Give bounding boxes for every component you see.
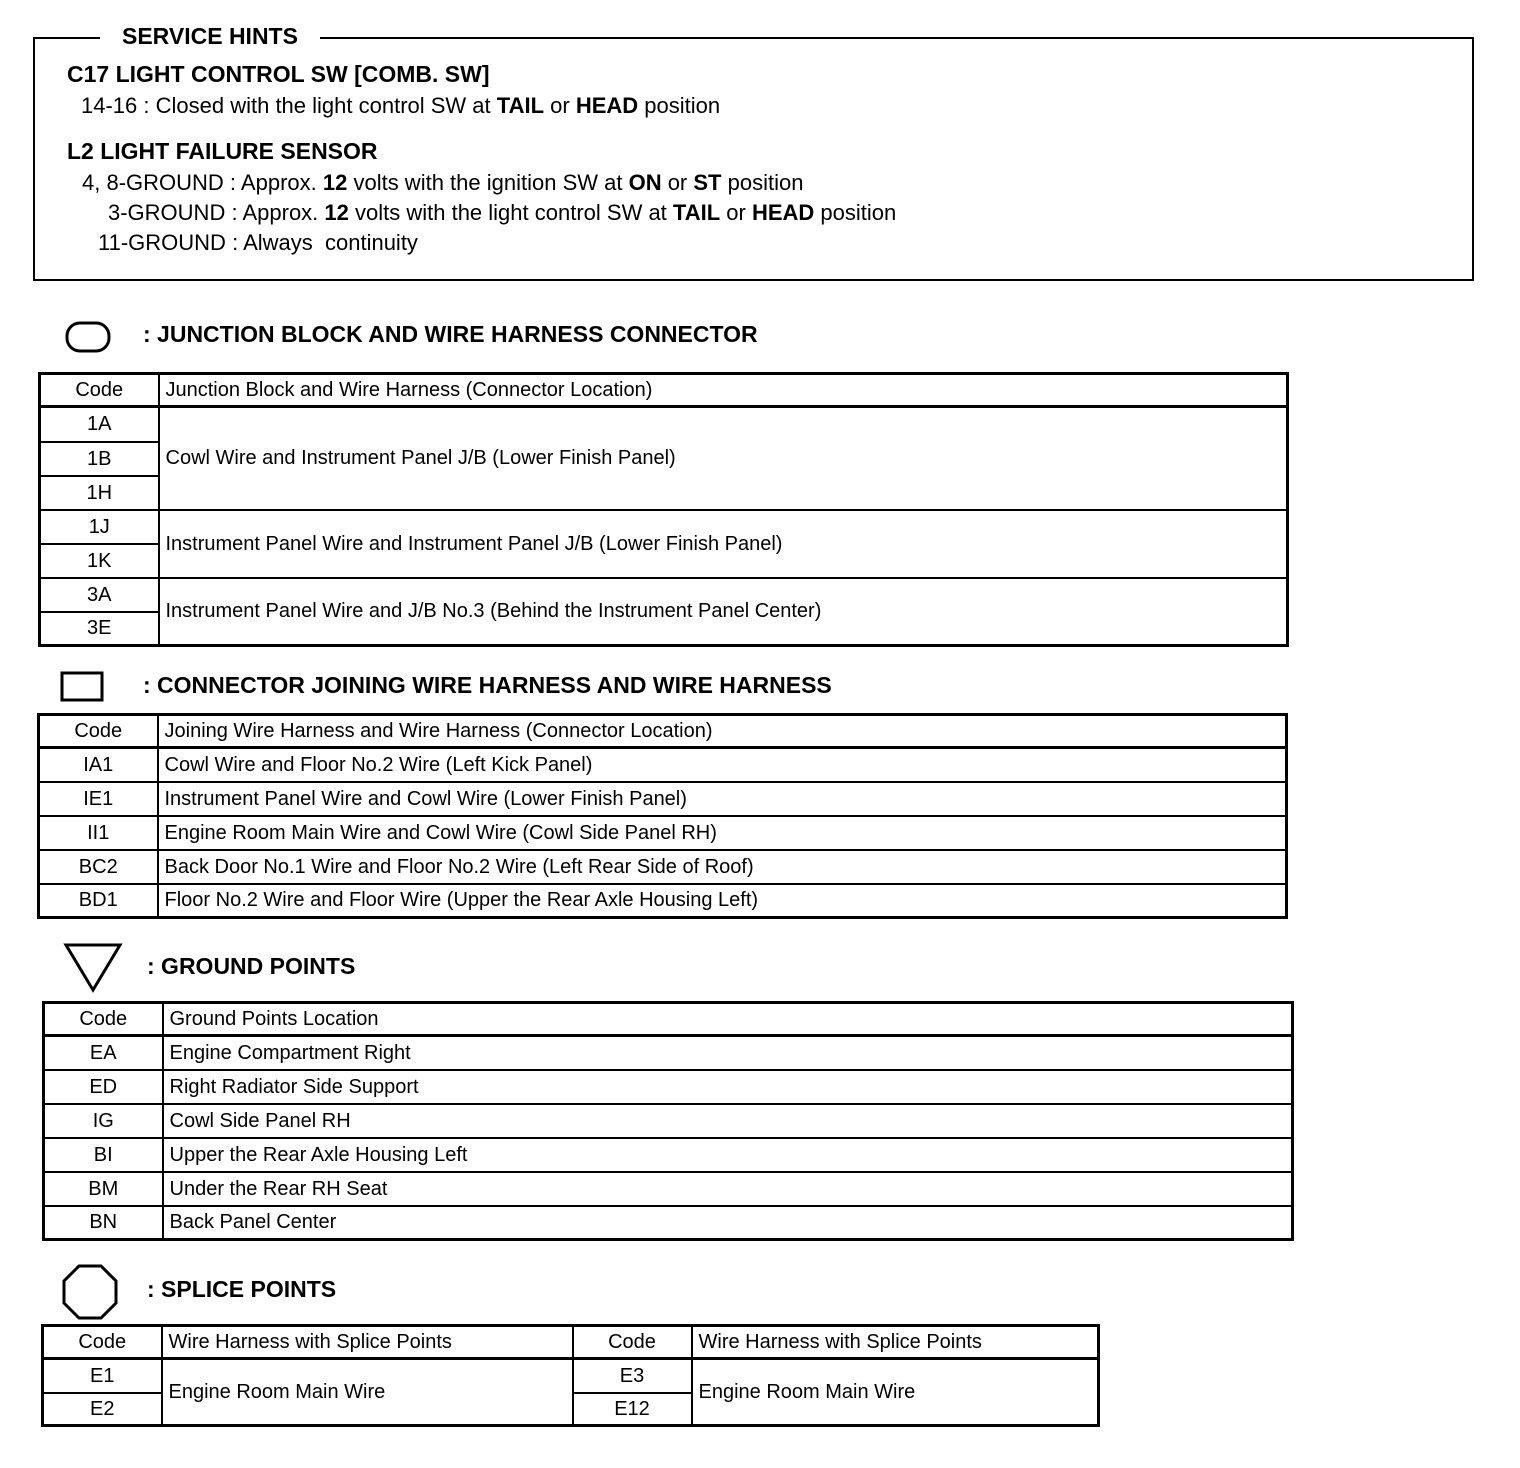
table-row [44,1070,1293,1104]
junction-rounded-rect-icon [64,318,114,356]
header-code: Code [573,1326,692,1359]
table-row [40,407,1288,442]
table-row [44,1206,1293,1240]
code-cell: BM [44,1172,163,1206]
table-row [40,510,1288,544]
code-cell: IA1 [39,748,158,782]
code-cell: BI [44,1138,163,1172]
code-cell: 1K [40,544,159,578]
code-cell: E12 [573,1393,692,1426]
table-row [44,1172,1293,1206]
header-location: Joining Wire Harness and Wire Harness (Connector Location) [158,715,1287,748]
location-cell: Cowl Wire and Floor No.2 Wire (Left Kick Panel) [158,748,1287,782]
junction-section-title: : JUNCTION BLOCK AND WIRE HARNESS CONNECTOR [143,321,758,347]
l2-line-1: 4, 8-GROUND : Approx. 12 volts with the ignition SW at ON or ST position [82,170,804,195]
code-cell: E1 [43,1359,162,1393]
code-cell: EA [44,1036,163,1070]
table-row [39,850,1287,884]
code-cell: E3 [573,1359,692,1393]
code-cell: BC2 [39,850,158,884]
code-cell: ED [44,1070,163,1104]
l2-line-2: 3-GROUND : Approx. 12 volts with the light control SW at TAIL or HEAD position [108,200,897,225]
c17-line-1: 14-16 : Closed with the light control SW at TAIL or HEAD position [81,93,721,118]
location-cell: Cowl Wire and Instrument Panel J/B (Lower Finish Panel) [159,407,1288,510]
code-cell: 3A [40,578,159,612]
table-header-row [43,1326,1099,1359]
location-cell: Upper the Rear Axle Housing Left [163,1138,1293,1172]
header-code: Code [43,1326,162,1359]
harness-cell: Engine Room Main Wire [692,1359,1099,1426]
table-row [39,816,1287,850]
header-code: Code [39,715,158,748]
code-cell: 3E [40,612,159,646]
location-cell: Floor No.2 Wire and Floor Wire (Upper the Rear Axle Housing Left) [158,884,1287,918]
location-cell: Instrument Panel Wire and Cowl Wire (Lower Finish Panel) [158,782,1287,816]
header-code: Code [44,1003,163,1036]
code-cell: IG [44,1104,163,1138]
code-cell: 1J [40,510,159,544]
table-header-row [44,1003,1293,1036]
code-cell: 1B [40,442,159,476]
connector-square-icon [58,668,108,704]
header-harness: Wire Harness with Splice Points [692,1326,1099,1359]
splice-table [41,1324,1100,1427]
ground-table [42,1001,1294,1241]
table-row [39,748,1287,782]
header-code: Code [40,374,159,407]
table-row [39,884,1287,918]
location-cell: Under the Rear RH Seat [163,1172,1293,1206]
table-row [44,1036,1293,1070]
l2-heading: L2 LIGHT FAILURE SENSOR [67,138,378,164]
location-cell: Engine Compartment Right [163,1036,1293,1070]
ground-triangle-icon [62,940,124,996]
code-cell: BD1 [39,884,158,918]
table-header-row [39,715,1287,748]
table-row [44,1138,1293,1172]
connector-table [37,713,1288,919]
header-location: Junction Block and Wire Harness (Connector Location) [159,374,1288,407]
service-hints-title: SERVICE HINTS [100,22,320,50]
code-cell: E2 [43,1393,162,1426]
harness-cell: Engine Room Main Wire [162,1359,573,1426]
location-cell: Back Panel Center [163,1206,1293,1240]
location-cell: Back Door No.1 Wire and Floor No.2 Wire (Left Rear Side of Roof) [158,850,1287,884]
location-cell: Engine Room Main Wire and Cowl Wire (Cowl Side Panel RH) [158,816,1287,850]
code-cell: 1A [40,407,159,442]
location-cell: Instrument Panel Wire and J/B No.3 (Behind the Instrument Panel Center) [159,578,1288,646]
splice-octagon-icon [60,1262,120,1322]
code-cell: BN [44,1206,163,1240]
c17-heading: C17 LIGHT CONTROL SW [COMB. SW] [67,61,490,87]
code-cell: 1H [40,476,159,510]
table-row [39,782,1287,816]
splice-section-title: : SPLICE POINTS [147,1276,337,1302]
l2-line-3: 11-GROUND : Always continuity [98,230,418,255]
location-cell: Cowl Side Panel RH [163,1104,1293,1138]
junction-table [38,372,1289,647]
code-cell: II1 [39,816,158,850]
header-location: Ground Points Location [163,1003,1293,1036]
ground-section-title: : GROUND POINTS [147,953,356,979]
location-cell: Instrument Panel Wire and Instrument Panel J/B (Lower Finish Panel) [159,510,1288,578]
connector-section-title: : CONNECTOR JOINING WIRE HARNESS AND WIRE HARNESS [143,672,832,698]
header-harness: Wire Harness with Splice Points [162,1326,573,1359]
table-row [43,1359,1099,1393]
location-cell: Right Radiator Side Support [163,1070,1293,1104]
code-cell: IE1 [39,782,158,816]
table-row [44,1104,1293,1138]
table-header-row [40,374,1288,407]
table-row [40,578,1288,612]
